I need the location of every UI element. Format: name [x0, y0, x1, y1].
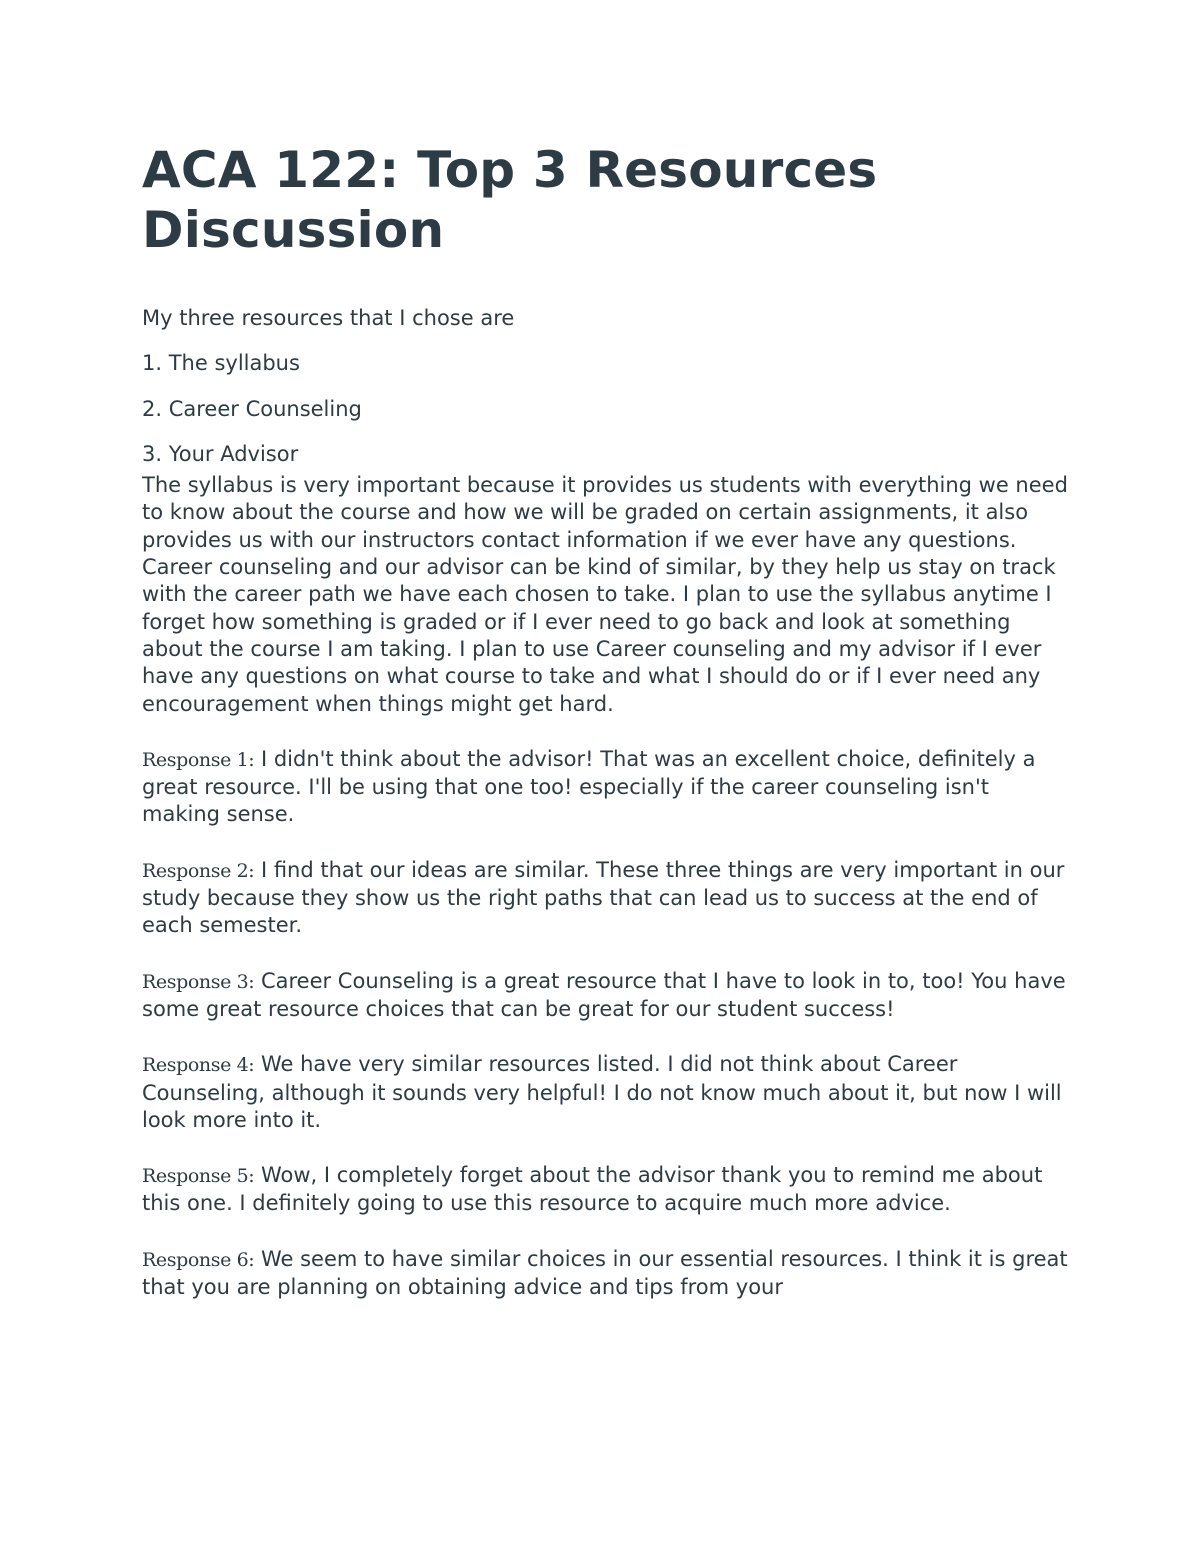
response-text: We have very similar resources listed. I did not think about Career Counseling, although it sounds very helpful! I do not know much about it, but now I will look more into it. — [142, 1052, 1062, 1132]
response-text: Career Counseling is a great resource that I have to look in to, too! You have some great resource choices that can be great for our student success! — [142, 968, 1066, 1021]
response-1 — [142, 746, 1072, 829]
response-text: I find that our ideas are similar. These three things are very important in our study because they show us the right paths that can lead us to success at the end of each semester. — [142, 857, 1065, 938]
resource-item-2: 2. Career Counseling — [142, 396, 362, 421]
response-label: Response 2: — [142, 859, 255, 882]
response-label: Response 3: — [142, 970, 255, 993]
document-title: ACA 122: Top 3 Resources Discussion — [142, 141, 878, 259]
body-paragraph: The syllabus is very important because it provides us students with everything we need to know about the course and how we will be graded on certain assignments, it also provides us with our instructors contact information if we ever have any questions. Career counseling and our advisor can be kind of similar, by they help us stay on track with the career path we have each chosen to take. I plan to use the syllabus anytime I forget how something is graded or if I ever need to go back and look at something about the course I am taking. I plan to use Career counseling and my advisor if I ever have any questions on what course to take and what I should do or if I ever need any encouragement when things might get hard. — [142, 473, 1068, 716]
document-page — [142, 140, 1072, 1329]
response-4 — [142, 1051, 1072, 1134]
response-text: We seem to have similar choices in our essential resources. I think it is great that you are planning on obtaining advice and tips from your — [142, 1246, 1068, 1300]
resource-item-1: 1. The syllabus — [142, 351, 300, 376]
response-label: Response 6: — [142, 1248, 255, 1271]
response-6 — [142, 1246, 1072, 1302]
resource-item-3: 3. Your Advisor — [142, 441, 299, 466]
response-label: Response 5: — [142, 1165, 255, 1188]
response-3 — [142, 968, 1072, 1024]
response-text: Wow, I completely forget about the advisor thank you to remind me about this one. I definitely going to use this resource to acquire much more advice. — [142, 1163, 1043, 1216]
response-label: Response 4: — [142, 1054, 255, 1077]
response-5 — [142, 1162, 1072, 1218]
response-text: I didn't think about the advisor! That was an excellent choice, definitely a great resource. I'll be using that one too! especially if the career counseling isn't making sense. — [142, 746, 1036, 827]
response-2 — [142, 857, 1072, 940]
response-label: Response 1: — [142, 748, 255, 771]
intro-text: My three resources that I chose are — [142, 306, 515, 330]
